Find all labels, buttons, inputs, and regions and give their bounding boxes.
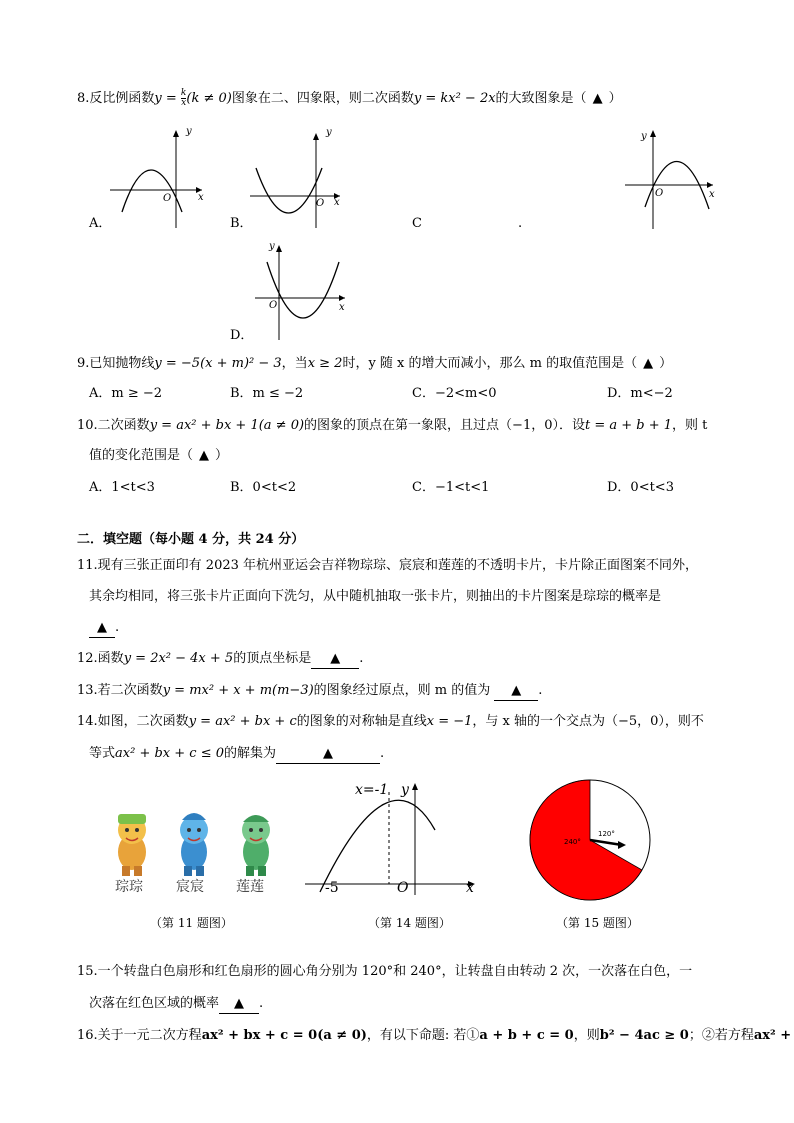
q9-option-c[interactable]: C．−2<m<0 bbox=[412, 386, 497, 401]
parabola bbox=[122, 170, 182, 212]
fig14-graph bbox=[305, 780, 480, 895]
answer-blank: ▲ bbox=[276, 745, 380, 764]
mascot-name-chenchen: 宸宸 bbox=[176, 879, 204, 895]
fig14-caption: （第 14 题图） bbox=[368, 916, 451, 930]
q13-stem: 13.若二次函数y = mx² + x + m(m−3)的图象经过原点，则 m 的值为 ▲ . bbox=[77, 682, 542, 701]
parabola bbox=[267, 262, 339, 318]
y-label: y bbox=[326, 127, 332, 138]
symmetry-label: x=-1 bbox=[355, 782, 389, 798]
q8-option-d[interactable]: D． bbox=[230, 328, 254, 343]
q10-option-a[interactable]: A．1<t<3 bbox=[89, 480, 155, 495]
origin-label: O bbox=[163, 193, 172, 204]
q11-line2: 其余均相同，将三张卡片正面向下洗匀，从中随机抽取一张卡片，则抽出的卡片图案是琮琮的概率是 bbox=[89, 589, 662, 604]
y-arrow-icon bbox=[650, 130, 656, 137]
x-label: x bbox=[198, 192, 204, 203]
q9-option-d[interactable]: D．m<−2 bbox=[607, 386, 673, 401]
red-angle-label: 240° bbox=[564, 838, 581, 846]
q8-graph-a bbox=[110, 128, 210, 228]
fig11-mascots bbox=[100, 808, 290, 880]
mascot-congcong-icon bbox=[118, 814, 146, 876]
y-arrow-icon bbox=[313, 133, 319, 140]
q8-stem: 8.反比例函数y = $\frac{k}{x}$ (k ≠ 0)图象在二、四象限，则二次函数y = kx² − 2x的大致图象是（ ▲ ） bbox=[77, 88, 622, 108]
q12-stem: 12.函数y = 2x² − 4x + 5的顶点坐标是 ▲ . bbox=[77, 650, 363, 669]
q15-line1: 15.一个转盘白色扇形和红色扇形的圆心角分别为 120°和 240°，让转盘自由转动 2 次，一次落在白色，一 bbox=[77, 964, 693, 979]
q8-graph-d bbox=[255, 240, 355, 340]
x-label: x bbox=[466, 880, 474, 896]
q16-stem: 16.关于一元二次方程ax² + bx + c = 0(a ≠ 0)，有以下命题: 若①a + b + c = 0，则b² − 4ac ≥ 0；②若方程ax² + bbox=[77, 1028, 792, 1043]
q10-stem: 10.二次函数y = ax² + bx + 1(a ≠ 0)的图象的顶点在第一象限，且过点（−1，0）．设t = a + b + 1，则 t bbox=[77, 418, 708, 433]
q8-fraction: $\frac{k}{x}$ bbox=[180, 88, 187, 108]
parabola bbox=[256, 168, 325, 213]
parabola bbox=[320, 800, 435, 892]
answer-blank: ▲ bbox=[494, 682, 538, 701]
q10-option-d[interactable]: D．0<t<3 bbox=[607, 480, 674, 495]
mascot-name-congcong: 琮琮 bbox=[115, 879, 143, 895]
y-arrow-icon bbox=[173, 130, 179, 137]
y-label: y bbox=[186, 126, 192, 137]
origin-label: O bbox=[316, 198, 325, 209]
fig15-caption: （第 15 题图） bbox=[556, 916, 639, 930]
y-arrow-icon bbox=[276, 245, 282, 252]
mascot-chenchen-icon bbox=[180, 813, 208, 876]
fig15-spinner bbox=[528, 778, 658, 908]
mascot-lianlian-icon bbox=[242, 815, 270, 876]
x-arrow-icon bbox=[707, 182, 713, 188]
y-label: y bbox=[641, 131, 647, 142]
q10-option-b[interactable]: B．0<t<2 bbox=[230, 480, 297, 495]
fig11-caption: （第 11 题图） bbox=[150, 916, 233, 930]
origin-label: O bbox=[269, 300, 278, 311]
q9-stem: 9.已知抛物线y = −5(x + m)² − 3，当x ≥ 2时，y 随 x 的增大而减小，那么 m 的取值范围是（ ▲ ） bbox=[77, 356, 673, 371]
answer-mark: ▲ bbox=[199, 448, 210, 463]
q9-option-a[interactable]: A．m ≥ −2 bbox=[89, 386, 163, 401]
origin-label: O bbox=[397, 880, 409, 896]
y-label: y bbox=[401, 782, 409, 798]
q8-option-a[interactable]: A． bbox=[89, 216, 112, 231]
answer-blank: ▲ bbox=[219, 995, 259, 1014]
root-label: -5 bbox=[325, 880, 339, 896]
x-arrow-icon bbox=[339, 295, 345, 301]
answer-blank: ▲ bbox=[311, 650, 359, 669]
q8-option-b[interactable]: B． bbox=[230, 216, 253, 231]
mascot-name-lianlian: 莲莲 bbox=[236, 879, 264, 895]
white-angle-label: 120° bbox=[598, 830, 615, 838]
q10-option-c[interactable]: C．−1<t<1 bbox=[412, 480, 490, 495]
q14-stem: 14.如图，二次函数y = ax² + bx + c的图象的对称轴是直线x = −1，与 x 轴的一个交点为（−5，0），则不 bbox=[77, 714, 704, 729]
answer-blank: ▲ bbox=[89, 619, 115, 638]
q11-line1: 11.现有三张正面印有 2023 年杭州亚运会吉祥物琮琮、宸宸和莲莲的不透明卡片，卡片除正面图案不同外， bbox=[77, 558, 699, 573]
q8-graph-c bbox=[625, 125, 725, 230]
x-label: x bbox=[334, 197, 340, 208]
section-title: 二．填空题（每小题 4 分，共 24 分） bbox=[77, 532, 305, 547]
answer-mark: ▲ bbox=[592, 91, 603, 106]
answer-mark: ▲ bbox=[643, 356, 654, 371]
origin-label: O bbox=[655, 188, 664, 199]
x-label: x bbox=[339, 302, 345, 313]
y-arrow-icon bbox=[412, 783, 418, 790]
x-label: x bbox=[709, 189, 715, 200]
q9-option-b[interactable]: B．m ≤ −2 bbox=[230, 386, 304, 401]
q10-stem-line2: 值的变化范围是（ ▲ ） bbox=[89, 448, 229, 463]
q11-answer: ▲ . bbox=[89, 619, 119, 638]
q14-stem-line2: 等式ax² + bx + c ≤ 0的解集为 ▲ . bbox=[89, 745, 384, 764]
q15-line2: 次落在红色区域的概率 ▲ . bbox=[89, 995, 263, 1014]
q8-option-c-dot: . bbox=[518, 216, 523, 231]
q8-option-c[interactable]: C bbox=[412, 216, 422, 231]
q8-graph-b bbox=[250, 128, 350, 228]
y-label: y bbox=[269, 241, 275, 252]
